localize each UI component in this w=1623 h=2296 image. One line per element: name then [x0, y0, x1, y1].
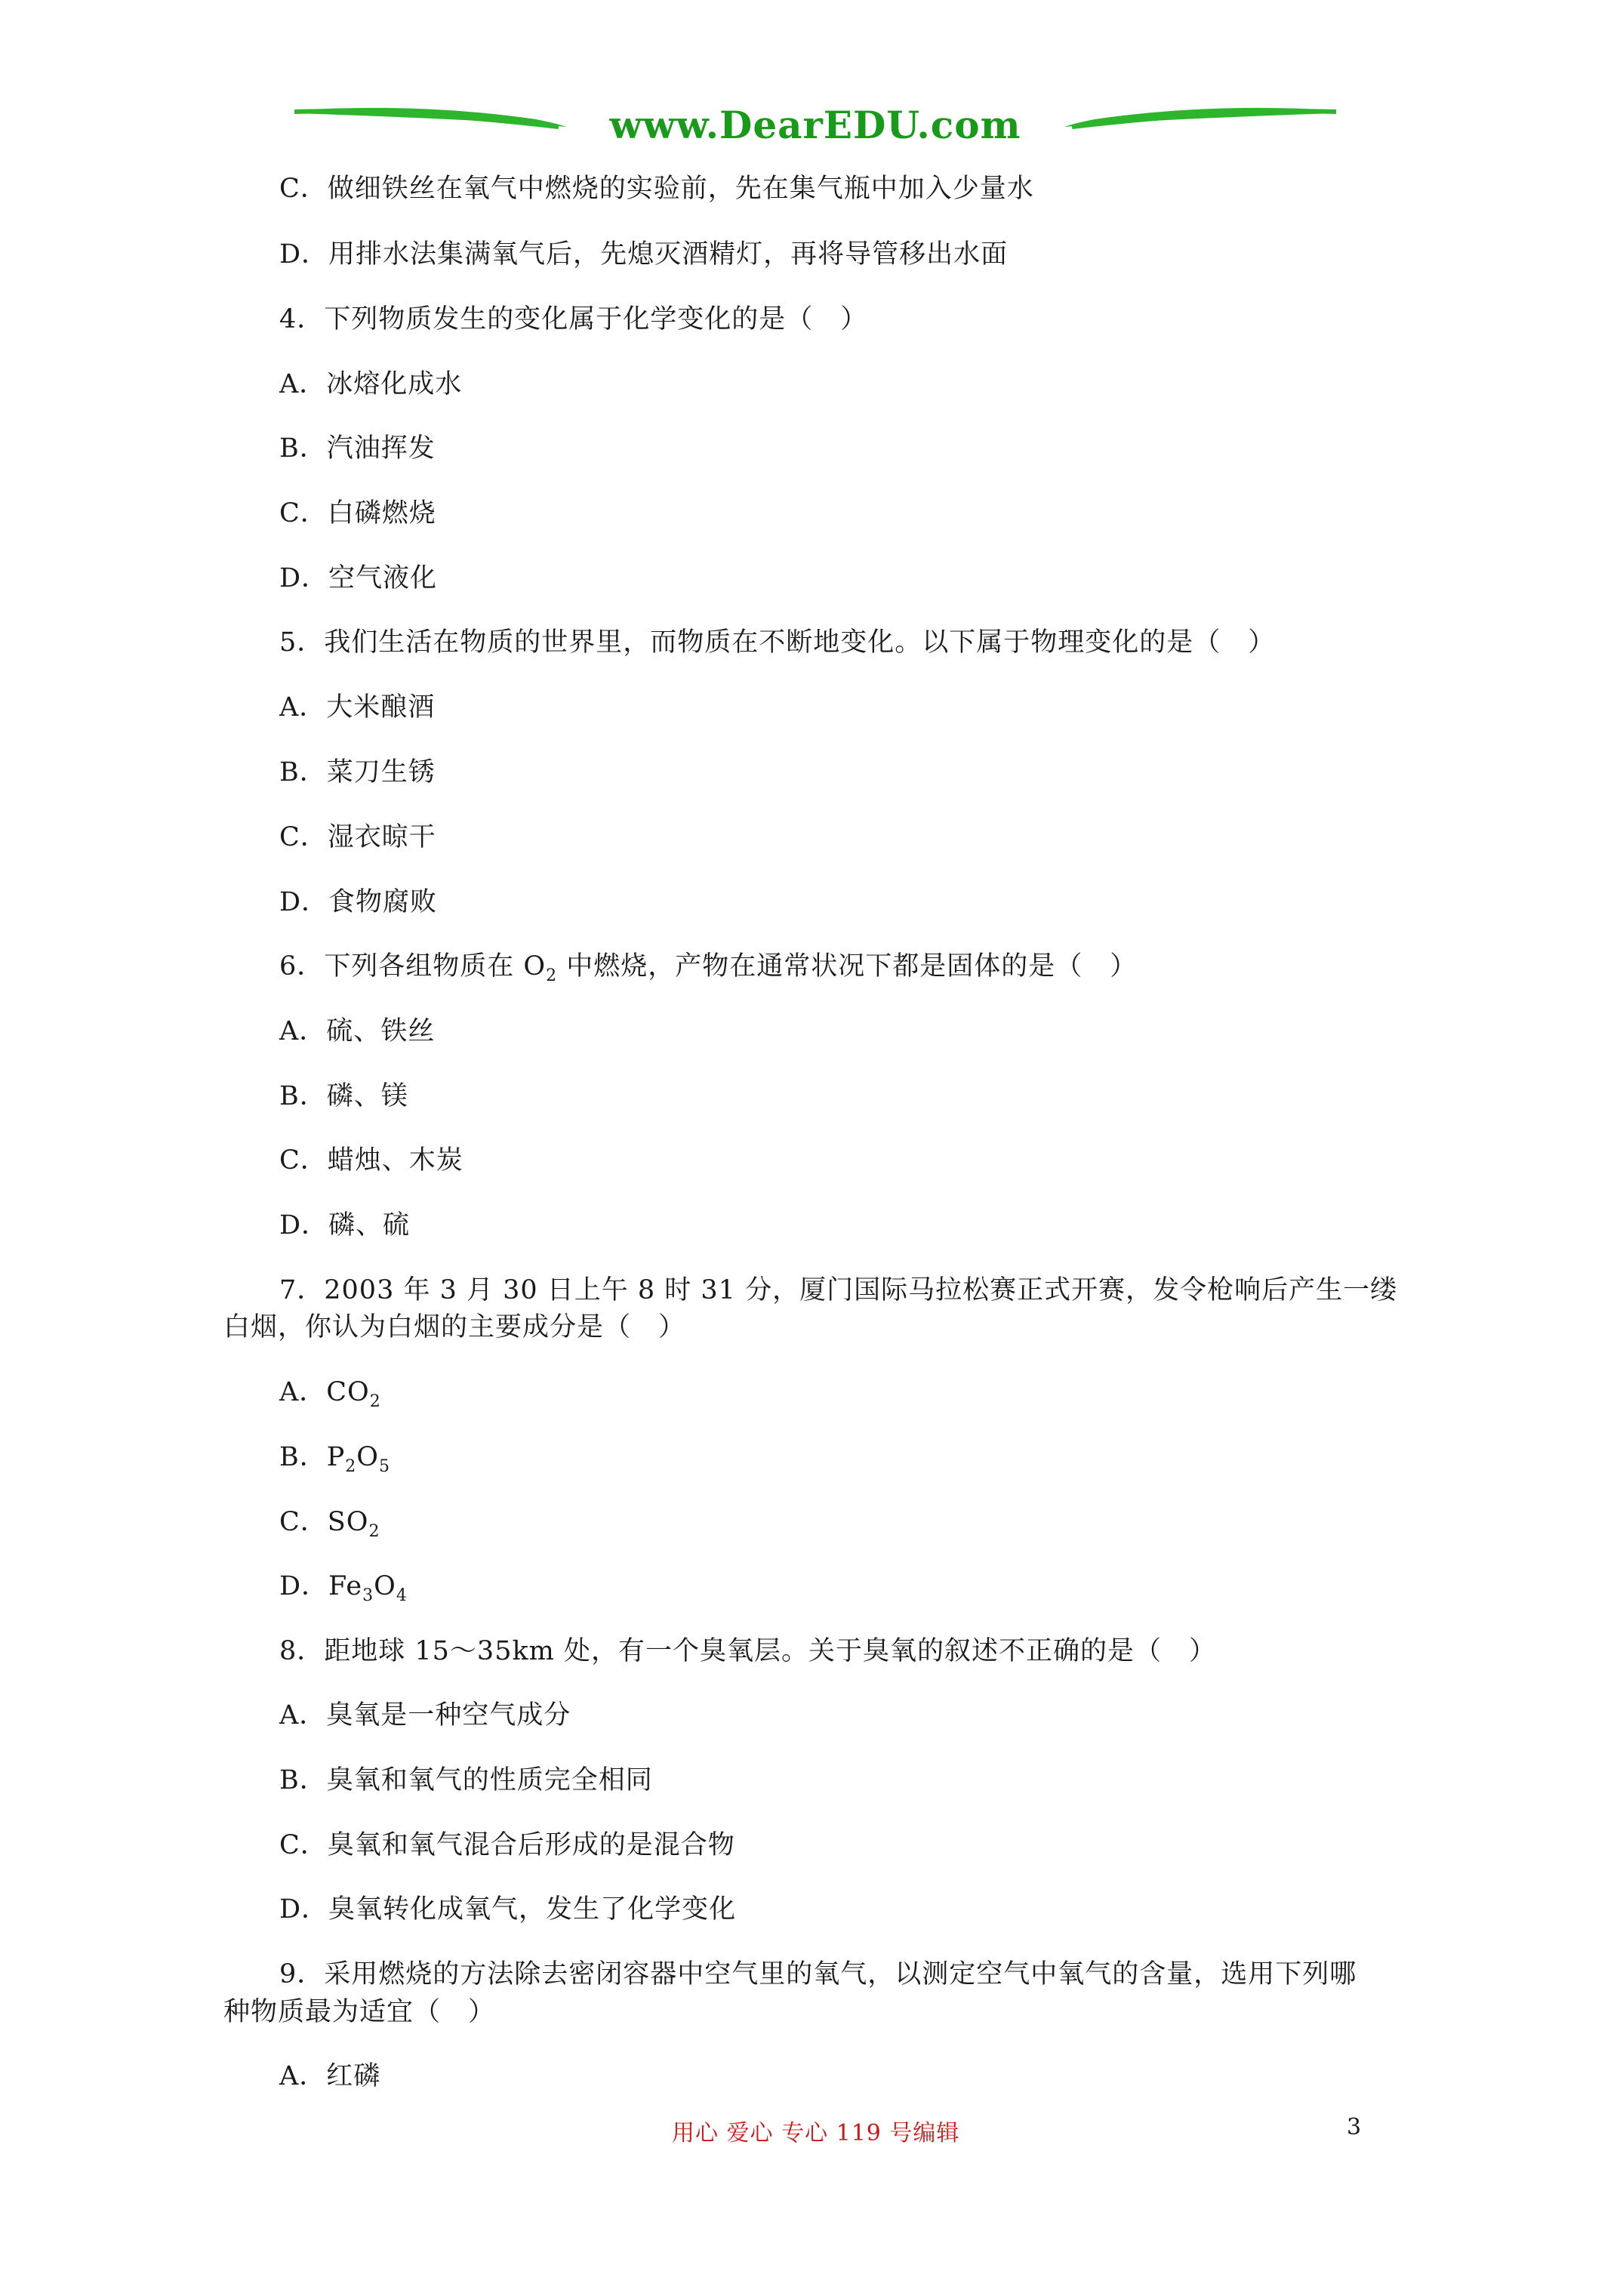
option-6d: D．磷、硫	[279, 1210, 411, 1240]
question-7-line-2: 白烟，你认为白烟的主要成分是（ ）	[223, 1312, 686, 1342]
question-8: 8．距地球 15～35km 处，有一个臭氧层。关于臭氧的叙述不正确的是（ ）	[279, 1636, 1216, 1666]
brand-logo-text: www.DearEDU.com	[609, 103, 1021, 147]
option-8a: A．臭氧是一种空气成分	[279, 1700, 571, 1730]
option-7d: D．$Fe_3O_4$	[279, 1571, 408, 1605]
question-9-line-2: 种物质最为适宜（ ）	[223, 1997, 496, 2027]
option-8c: C．臭氧和氧气混合后形成的是混合物	[279, 1830, 735, 1860]
question-6: 6．下列各组物质在 $O_2$ 中燃烧，产物在通常状况下都是固体的是（ ）	[279, 951, 1138, 985]
option-5a: A．大米酿酒	[279, 692, 436, 723]
option-9a: A．红磷	[279, 2061, 381, 2091]
question-5: 5．我们生活在物质的世界里，而物质在不断地变化。以下属于物理变化的是（ ）	[279, 627, 1276, 658]
option-5d: D．食物腐败	[279, 887, 438, 917]
option-line: D．用排水法集满氧气后，先熄灭酒精灯，再将导管移出水面	[279, 239, 1009, 270]
option-8d: D．臭氧转化成氧气，发生了化学变化	[279, 1894, 737, 1925]
option-7c: C．$SO_2$	[279, 1507, 380, 1541]
option-6a: A．硫、铁丝	[279, 1016, 436, 1046]
option-4d: D．空气液化	[279, 563, 438, 593]
option-6c: C．蜡烛、木炭	[279, 1145, 463, 1176]
option-4a: A．冰熔化成水	[279, 369, 463, 399]
option-4c: C．白磷燃烧	[279, 498, 436, 529]
page-number: 3	[1347, 2114, 1362, 2140]
footer-slogan: 用心 爱心 专心 119 号编辑	[672, 2120, 960, 2147]
option-5c: C．湿衣晾干	[279, 822, 436, 852]
site-header-banner	[287, 97, 1344, 157]
option-7a: A．$CO_2$	[279, 1377, 381, 1411]
page-footer	[0, 2114, 1623, 2152]
option-6b: B．磷、镁	[279, 1081, 408, 1111]
question-4: 4．下列物质发生的变化属于化学变化的是（ ）	[279, 304, 868, 334]
option-4b: B．汽油挥发	[279, 433, 436, 464]
option-8b: B．臭氧和氧气的性质完全相同	[279, 1765, 653, 1795]
option-7b: B．$P_2O_5$	[279, 1442, 390, 1476]
question-9-line-1: 9．采用燃烧的方法除去密闭容器中空气里的氧气，以测定空气中氧气的含量，选用下列哪	[279, 1959, 1357, 1989]
question-7-line-1: 7．2003 年 3 月 30 日上午 8 时 31 分，厦门国际马拉松赛正式开赛，发令枪响后产生一缕	[279, 1275, 1398, 1305]
option-line: C．做细铁丝在氧气中燃烧的实验前，先在集气瓶中加入少量水	[279, 174, 1034, 204]
option-5b: B．菜刀生锈	[279, 757, 436, 787]
